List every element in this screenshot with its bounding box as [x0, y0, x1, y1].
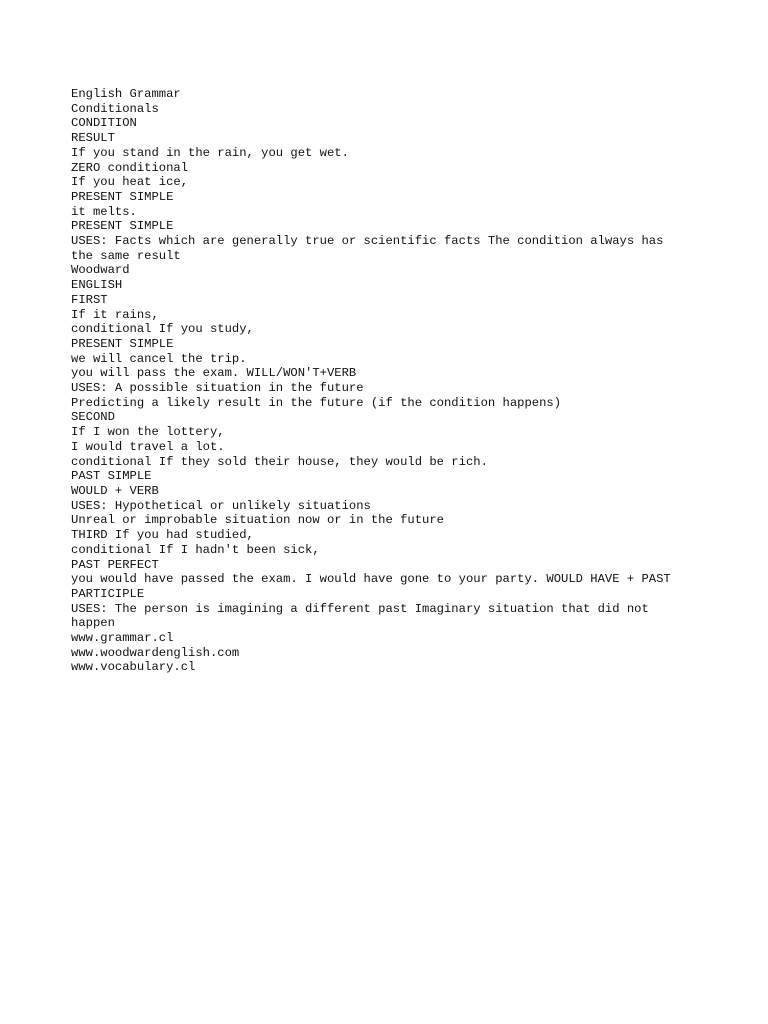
- second-example-result: I would travel a lot.: [71, 439, 225, 454]
- website-link-grammar: www.grammar.cl: [71, 631, 174, 646]
- zero-uses-cont: the same result: [71, 248, 181, 263]
- third-condition-tense: PAST PERFECT: [71, 557, 159, 572]
- zero-condition-tense: PRESENT SIMPLE: [71, 189, 174, 204]
- doc-subtitle: Conditionals: [71, 101, 159, 116]
- first-result-example: we will cancel the trip.: [71, 351, 247, 366]
- third-conditional-label: conditional If I hadn't been sick,: [71, 542, 320, 557]
- first-heading: FIRST: [71, 292, 108, 307]
- first-uses: USES: A possible situation in the future: [71, 381, 364, 396]
- second-example-condition: If I won the lottery,: [71, 425, 225, 440]
- second-result-tense: WOULD + VERB: [71, 483, 159, 498]
- zero-result-example: it melts.: [71, 204, 137, 219]
- second-condition-tense: PAST SIMPLE: [71, 469, 152, 484]
- zero-conditional-label: ZERO conditional: [71, 160, 189, 175]
- column-heading-condition: CONDITION: [71, 116, 137, 131]
- brand-name: Woodward: [71, 263, 130, 278]
- zero-condition-example: If you heat ice,: [71, 175, 189, 190]
- first-conditional-label: conditional If you study,: [71, 322, 254, 337]
- zero-result-tense: PRESENT SIMPLE: [71, 219, 174, 234]
- third-heading: THIRD If you had studied,: [71, 528, 254, 543]
- third-result-tense-cont: PARTICIPLE: [71, 586, 145, 601]
- second-conditional-label: conditional If they sold their house, they would be rich.: [71, 454, 488, 469]
- first-result-tense: you will pass the exam. WILL/WON'T+VERB: [71, 366, 357, 381]
- third-uses: USES: The person is imagining a different past Imaginary situation that did not: [71, 601, 649, 616]
- zero-example: If you stand in the rain, you get wet.: [71, 145, 349, 160]
- third-uses-cont: happen: [71, 616, 115, 631]
- first-condition-tense: PRESENT SIMPLE: [71, 336, 174, 351]
- website-link-vocabulary: www.vocabulary.cl: [71, 660, 196, 675]
- column-heading-result: RESULT: [71, 131, 115, 146]
- website-link-woodward: www.woodwardenglish.com: [71, 645, 240, 660]
- third-result-example: you would have passed the exam. I would have gone to your party. WOULD HAVE + PAST: [71, 572, 671, 587]
- brand-subname: ENGLISH: [71, 278, 123, 293]
- document-page: [71, 87, 711, 675]
- second-uses: USES: Hypothetical or unlikely situations: [71, 498, 371, 513]
- first-example-condition: If it rains,: [71, 307, 159, 322]
- first-uses-cont: Predicting a likely result in the future (if the condition happens): [71, 395, 562, 410]
- second-uses-cont: Unreal or improbable situation now or in the future: [71, 513, 444, 528]
- doc-title: English Grammar: [71, 87, 181, 101]
- zero-uses: USES: Facts which are generally true or scientific facts The condition always has: [71, 234, 664, 249]
- second-heading: SECOND: [71, 410, 115, 425]
